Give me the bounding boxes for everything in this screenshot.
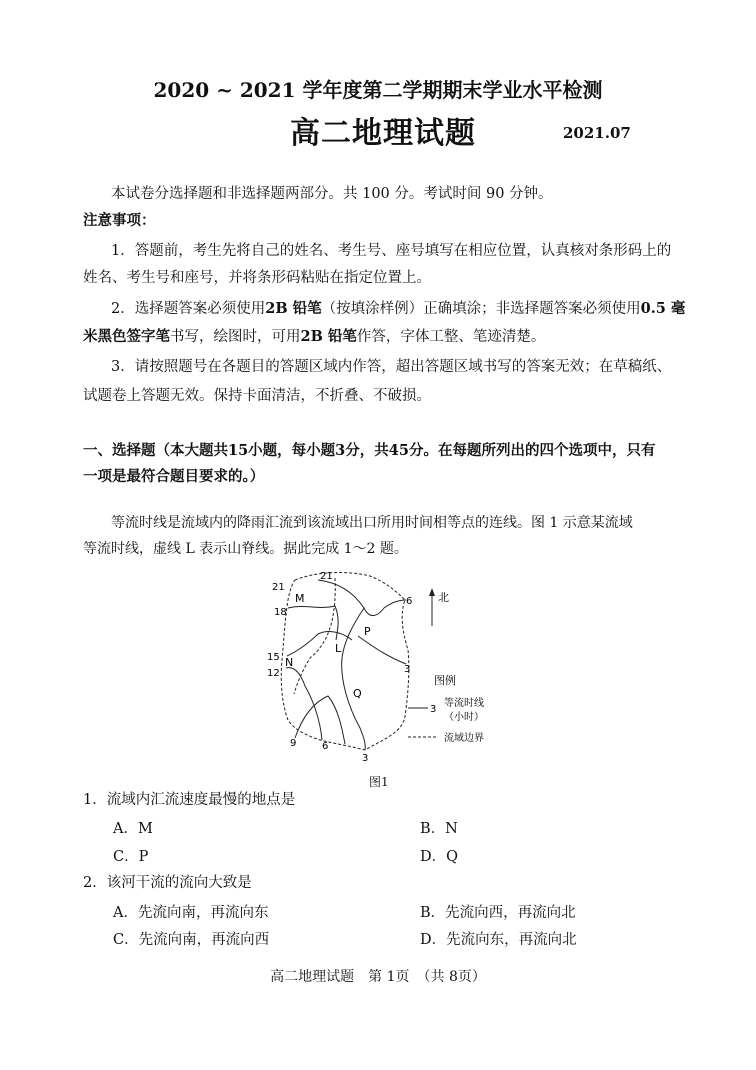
notice-item-2-line-2 [83, 327, 545, 347]
iso-number: 15 [267, 652, 280, 663]
notice-item-1-line-2: 姓名、考生号和座号，并将条形码粘贴在指定位置上。 [83, 270, 431, 286]
legend-isochrone-number: 3 [430, 704, 437, 715]
question-2-option-d: D．先流向东，再流向北 [420, 932, 577, 948]
isochrone-line [358, 636, 406, 664]
isochrone-line [287, 632, 352, 656]
notice-emphasis: 2B 铅笔 [300, 328, 357, 345]
iso-number: 3 [404, 664, 411, 675]
north-arrow-icon [429, 588, 435, 626]
question-1-option-b: B．N [420, 821, 458, 837]
north-label: 北 [438, 591, 449, 604]
iso-number: 12 [267, 668, 280, 679]
notice-item-1-line-1: 1．答题前，考生先将自己的姓名、考生号、座号填写在相应位置，认真核对条形码上的 [111, 243, 672, 259]
notice-emphasis: 2B 铅笔 [265, 300, 322, 317]
iso-number: 6 [406, 596, 413, 607]
label-M: M [295, 592, 305, 605]
iso-number: 21 [272, 582, 285, 593]
label-P: P [364, 625, 371, 638]
label-N: N [285, 656, 294, 669]
question-2-option-c: C．先流向南，再流向西 [113, 932, 270, 948]
exam-title: 2020 ~ 2021 学年度第二学期期末学业水平检测 [153, 78, 603, 102]
iso-number: 18 [274, 607, 287, 618]
question-1-option-a: A．M [113, 821, 153, 837]
question-1-option-d: D．Q [420, 849, 459, 865]
legend-boundary-label: 流域边界 [444, 733, 484, 744]
iso-number: 21 [320, 571, 333, 582]
page-footer: 高二地理试题 第 1页 （共 8页） [270, 969, 486, 985]
legend-isochrone-label: 等流时线 [444, 698, 484, 709]
intro-text: 本试卷分选择题和非选择题两部分。共 100 分。考试时间 90 分钟。 [111, 186, 553, 202]
iso-number: 9 [290, 738, 297, 749]
question-1-stem: 1．流域内汇流速度最慢的地点是 [83, 792, 296, 808]
legend-isochrone-unit: （小时） [444, 712, 484, 723]
notice-item-3-line-1: 3．请按照题号在各题目的答题区域内作答，超出答题区域书写的答案无效；在草稿纸、 [111, 359, 672, 375]
exam-date: 2021.07 [563, 124, 631, 142]
iso-number: 3 [362, 753, 369, 764]
notice-item-3-line-2: 试题卷上答题无效。保持卡面清洁，不折叠、不破损。 [83, 388, 431, 404]
notice-item-2-line-1 [111, 299, 685, 319]
isochrone-line [288, 606, 338, 640]
isochrone-line [342, 608, 366, 750]
isochrone-line [295, 696, 345, 744]
label-L: L [335, 642, 342, 655]
question-2-option-b: B．先流向西，再流向北 [420, 905, 576, 921]
material-line-1: 等流时线是流域内的降雨汇流到该流域出口所用时间相等点的连线。图 1 示意某流域 [111, 515, 633, 531]
notice-text: 书写，绘图时，可用 [170, 329, 301, 345]
notice-text: 作答，字体工整、笔迹清楚。 [356, 329, 546, 345]
question-1-option-c: C．P [113, 849, 149, 865]
legend-title: 图例 [434, 674, 456, 687]
notice-text: （按填涂样例）正确填涂；非选择题答案必须使用 [321, 301, 641, 317]
label-Q: Q [353, 687, 362, 700]
question-2-option-a: A．先流向南，再流向东 [113, 905, 269, 921]
section-1-heading-line-2: 一项是最符合题目要求的。） [83, 468, 265, 485]
notice-emphasis: 0.5 毫 [640, 300, 686, 317]
question-2-stem: 2．该河干流的流向大致是 [83, 875, 252, 891]
iso-number: 6 [322, 741, 329, 752]
figure-caption: 图1 [369, 775, 389, 789]
notice-text: 2．选择题答案必须使用 [111, 301, 266, 317]
material-line-2: 等流时线，虚线 L 表示山脊线。据此完成 1～2 题。 [83, 541, 408, 557]
figure-1-map [260, 568, 510, 768]
subject-title: 高二地理试题 [290, 116, 476, 151]
notice-emphasis: 米黑色签字笔 [83, 328, 170, 345]
section-1-heading-line-1: 一、选择题（本大题共15小题，每小题3分，共45分。在每题所列出的四个选项中，只有 [83, 442, 656, 459]
notice-heading: 注意事项： [83, 212, 156, 229]
